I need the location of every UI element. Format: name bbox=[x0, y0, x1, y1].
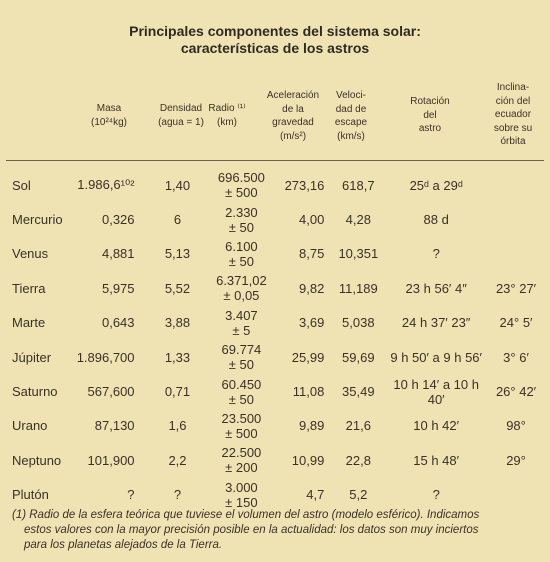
cell-rotacion: 10 h 42′ bbox=[413, 418, 460, 434]
radius-value: 60.450 bbox=[221, 376, 262, 392]
cell-inclinacion bbox=[488, 202, 544, 236]
radius-error: ± 500 bbox=[225, 185, 258, 201]
cell-gravedad: 8,75 bbox=[299, 246, 325, 262]
header-aceleracion-l4: (m/s²) bbox=[279, 130, 307, 142]
table-row bbox=[6, 202, 544, 236]
cell-masa: 101,900 bbox=[87, 452, 135, 468]
body-name: Mercurio bbox=[12, 212, 63, 228]
body-name: Sol bbox=[12, 177, 31, 193]
cell-rotacion: ? bbox=[432, 487, 440, 503]
cell-radio bbox=[208, 271, 274, 305]
cell-radio bbox=[208, 237, 274, 271]
cell-radio bbox=[208, 340, 274, 374]
radius-error: ± 50 bbox=[228, 357, 254, 373]
header-masa-label: Masa bbox=[96, 103, 122, 114]
cell-masa: 0,326 bbox=[101, 212, 135, 228]
radius-error: ± 5 bbox=[232, 322, 251, 338]
radius-value: 3.407 bbox=[225, 307, 258, 323]
cell-radio bbox=[208, 409, 274, 443]
data-table bbox=[6, 168, 544, 512]
header-rotacion-l2: del bbox=[423, 109, 437, 121]
cell-inclinacion: 29° bbox=[506, 452, 526, 468]
header-velocidad bbox=[324, 89, 378, 143]
radius-error: ± 150 bbox=[225, 494, 258, 510]
table-body bbox=[6, 168, 544, 512]
header-inclinacion-l3: ecuador bbox=[494, 109, 532, 120]
cell-rotacion: 24 h 37′ 23″ bbox=[401, 315, 471, 331]
body-name: Júpiter bbox=[12, 349, 52, 365]
footnote bbox=[12, 508, 542, 553]
cell-masa: 1.986,6¹⁰² bbox=[77, 177, 135, 193]
header-rotacion-l1: Rotación bbox=[410, 96, 450, 107]
cell-masa: 87,130 bbox=[94, 418, 135, 434]
cell-gravedad: 273,16 bbox=[284, 177, 325, 193]
table-row bbox=[6, 340, 544, 374]
cell-inclinacion: 3° 6′ bbox=[503, 349, 529, 365]
cell-gravedad: 4,00 bbox=[299, 212, 325, 228]
header-aceleracion-l1: Aceleración bbox=[266, 90, 320, 101]
header-densidad-unit: (agua = 1) bbox=[158, 116, 204, 128]
header-inclinacion-l1: Inclina- bbox=[496, 82, 530, 93]
cell-masa: ? bbox=[127, 487, 135, 503]
cell-escape: 22,8 bbox=[345, 452, 371, 468]
header-aceleracion-l3: gravedad bbox=[272, 117, 314, 128]
cell-rotacion: 10 h 14′ a 10 h 40′ bbox=[393, 376, 479, 407]
cell-densidad: 1,6 bbox=[168, 418, 187, 434]
cell-rotacion: 15 h 48′ bbox=[413, 452, 460, 468]
cell-gravedad: 11,08 bbox=[292, 384, 325, 400]
cell-escape: 21,6 bbox=[345, 418, 371, 434]
cell-densidad: 1,33 bbox=[164, 349, 191, 365]
radius-value: 696.500 bbox=[217, 170, 265, 186]
cell-densidad: 5,52 bbox=[164, 280, 191, 296]
cell-radio bbox=[208, 168, 274, 202]
header-rotacion-l3: astro bbox=[418, 123, 442, 134]
radius-value: 69.774 bbox=[221, 342, 262, 358]
cell-escape: 59,69 bbox=[342, 349, 375, 365]
cell-escape: 618,7 bbox=[342, 177, 375, 193]
body-name: Saturno bbox=[12, 384, 58, 400]
header-rotacion bbox=[378, 95, 482, 136]
cell-masa: 0,643 bbox=[101, 315, 135, 331]
cell-gravedad: 9,89 bbox=[299, 418, 325, 434]
table-row bbox=[6, 478, 544, 512]
cell-densidad: 3,88 bbox=[164, 315, 191, 331]
header-velocidad-l1: Veloci- bbox=[335, 90, 366, 101]
cell-rotacion: 88 d bbox=[423, 212, 449, 228]
header-inclinacion-l5: órbita bbox=[500, 136, 526, 147]
footnote-line-1: (1) Radio de la esfera teórica que tuviese el volumen del astro (modelo esférico). Indicamos bbox=[12, 509, 480, 521]
cell-rotacion: 9 h 50′ a 9 h 56′ bbox=[390, 349, 482, 365]
header-radio bbox=[192, 102, 262, 129]
cell-escape: 5,2 bbox=[349, 487, 368, 503]
body-name: Urano bbox=[12, 418, 48, 434]
header-masa-unit: (10²⁴kg) bbox=[91, 116, 127, 128]
cell-gravedad: 25,99 bbox=[291, 349, 325, 365]
table-row bbox=[6, 271, 544, 305]
cell-radio bbox=[208, 374, 274, 408]
cell-inclinacion: 98° bbox=[506, 418, 526, 434]
header-inclinacion bbox=[486, 81, 540, 149]
cell-gravedad: 3,69 bbox=[299, 315, 325, 331]
radius-value: 23.500 bbox=[221, 410, 262, 426]
cell-escape: 4,28 bbox=[345, 212, 371, 228]
cell-gravedad: 10,99 bbox=[291, 452, 325, 468]
cell-inclinacion bbox=[488, 478, 544, 512]
table-row bbox=[6, 237, 544, 271]
body-name: Marte bbox=[12, 315, 46, 331]
cell-densidad: 6 bbox=[173, 212, 182, 228]
cell-inclinacion bbox=[488, 168, 544, 202]
cell-densidad: 0,71 bbox=[164, 384, 191, 400]
header-radio-unit: (km) bbox=[217, 116, 237, 128]
body-name: Tierra bbox=[12, 280, 46, 296]
cell-rotacion: ? bbox=[432, 246, 440, 262]
radius-error: ± 200 bbox=[225, 460, 258, 476]
cell-densidad: ? bbox=[173, 487, 182, 503]
cell-escape: 11,189 bbox=[338, 280, 378, 296]
body-name: Venus bbox=[12, 246, 49, 262]
cell-rotacion: 25ᵈ a 29ᵈ bbox=[409, 177, 463, 193]
cell-masa: 1.896,700 bbox=[76, 349, 135, 365]
footnote-line-3: para los planetas alejados de la Tierra. bbox=[24, 539, 223, 551]
cell-escape: 10,351 bbox=[338, 246, 379, 262]
radius-error: ± 50 bbox=[228, 253, 254, 269]
header-velocidad-l4: (km/s) bbox=[337, 130, 365, 142]
radius-value: 22.500 bbox=[221, 445, 262, 461]
cell-inclinacion bbox=[488, 237, 544, 271]
cell-masa: 567,600 bbox=[87, 384, 135, 400]
radius-value: 6.100 bbox=[225, 238, 258, 254]
radius-value: 2.330 bbox=[225, 204, 258, 220]
cell-masa: 4,881 bbox=[101, 246, 135, 262]
cell-radio bbox=[208, 478, 274, 512]
radius-error: ± 50 bbox=[228, 391, 254, 407]
table-row bbox=[6, 374, 544, 408]
radius-value: 6.371,02 bbox=[216, 273, 267, 289]
header-divider bbox=[6, 160, 544, 161]
header-inclinacion-l4: sobre su bbox=[493, 122, 533, 134]
body-name: Neptuno bbox=[12, 452, 62, 468]
header-inclinacion-l2: ción del bbox=[495, 95, 531, 107]
table-row bbox=[6, 306, 544, 340]
page-title bbox=[0, 23, 550, 57]
cell-densidad: 1,40 bbox=[164, 177, 191, 193]
cell-escape: 35,49 bbox=[342, 384, 375, 400]
cell-inclinacion: 23° 27′ bbox=[495, 280, 537, 296]
table-row bbox=[6, 409, 544, 443]
footnote-line-2: estos valores con la mayor precisión posible en la actualidad: los datos son muy inciertos bbox=[24, 524, 479, 536]
radius-error: ± 0,05 bbox=[223, 288, 260, 304]
cell-escape: 5,038 bbox=[342, 315, 375, 331]
radius-error: ± 50 bbox=[228, 219, 254, 235]
header-densidad-label: Densidad bbox=[159, 103, 203, 114]
title-line-1: Principales componentes del sistema solar: bbox=[129, 23, 421, 39]
table-row bbox=[6, 443, 544, 477]
header-velocidad-l3: escape bbox=[334, 117, 368, 128]
cell-masa: 5,975 bbox=[101, 280, 135, 296]
cell-densidad: 5,13 bbox=[164, 246, 191, 262]
body-name: Plutón bbox=[12, 487, 49, 503]
cell-gravedad: 9,82 bbox=[299, 280, 325, 296]
table-row bbox=[6, 168, 544, 202]
header-velocidad-l2: dad de bbox=[335, 103, 367, 115]
radius-error: ± 500 bbox=[225, 425, 258, 441]
cell-inclinacion: 24° 5′ bbox=[499, 315, 533, 331]
cell-inclinacion: 26° 42′ bbox=[495, 384, 537, 400]
header-radio-label: Radio ⁽¹⁾ bbox=[208, 103, 246, 114]
cell-radio bbox=[208, 202, 274, 236]
cell-radio bbox=[208, 306, 274, 340]
radius-value: 3.000 bbox=[225, 479, 258, 495]
header-aceleracion-l2: de la bbox=[282, 103, 304, 115]
cell-gravedad: 4,7 bbox=[306, 487, 325, 503]
cell-densidad: 2,2 bbox=[168, 452, 187, 468]
cell-radio bbox=[208, 443, 274, 477]
cell-rotacion: 23 h 56′ 4″ bbox=[405, 280, 467, 296]
header-masa bbox=[68, 102, 150, 129]
header-aceleracion bbox=[258, 89, 328, 143]
title-line-2: características de los astros bbox=[180, 40, 370, 56]
